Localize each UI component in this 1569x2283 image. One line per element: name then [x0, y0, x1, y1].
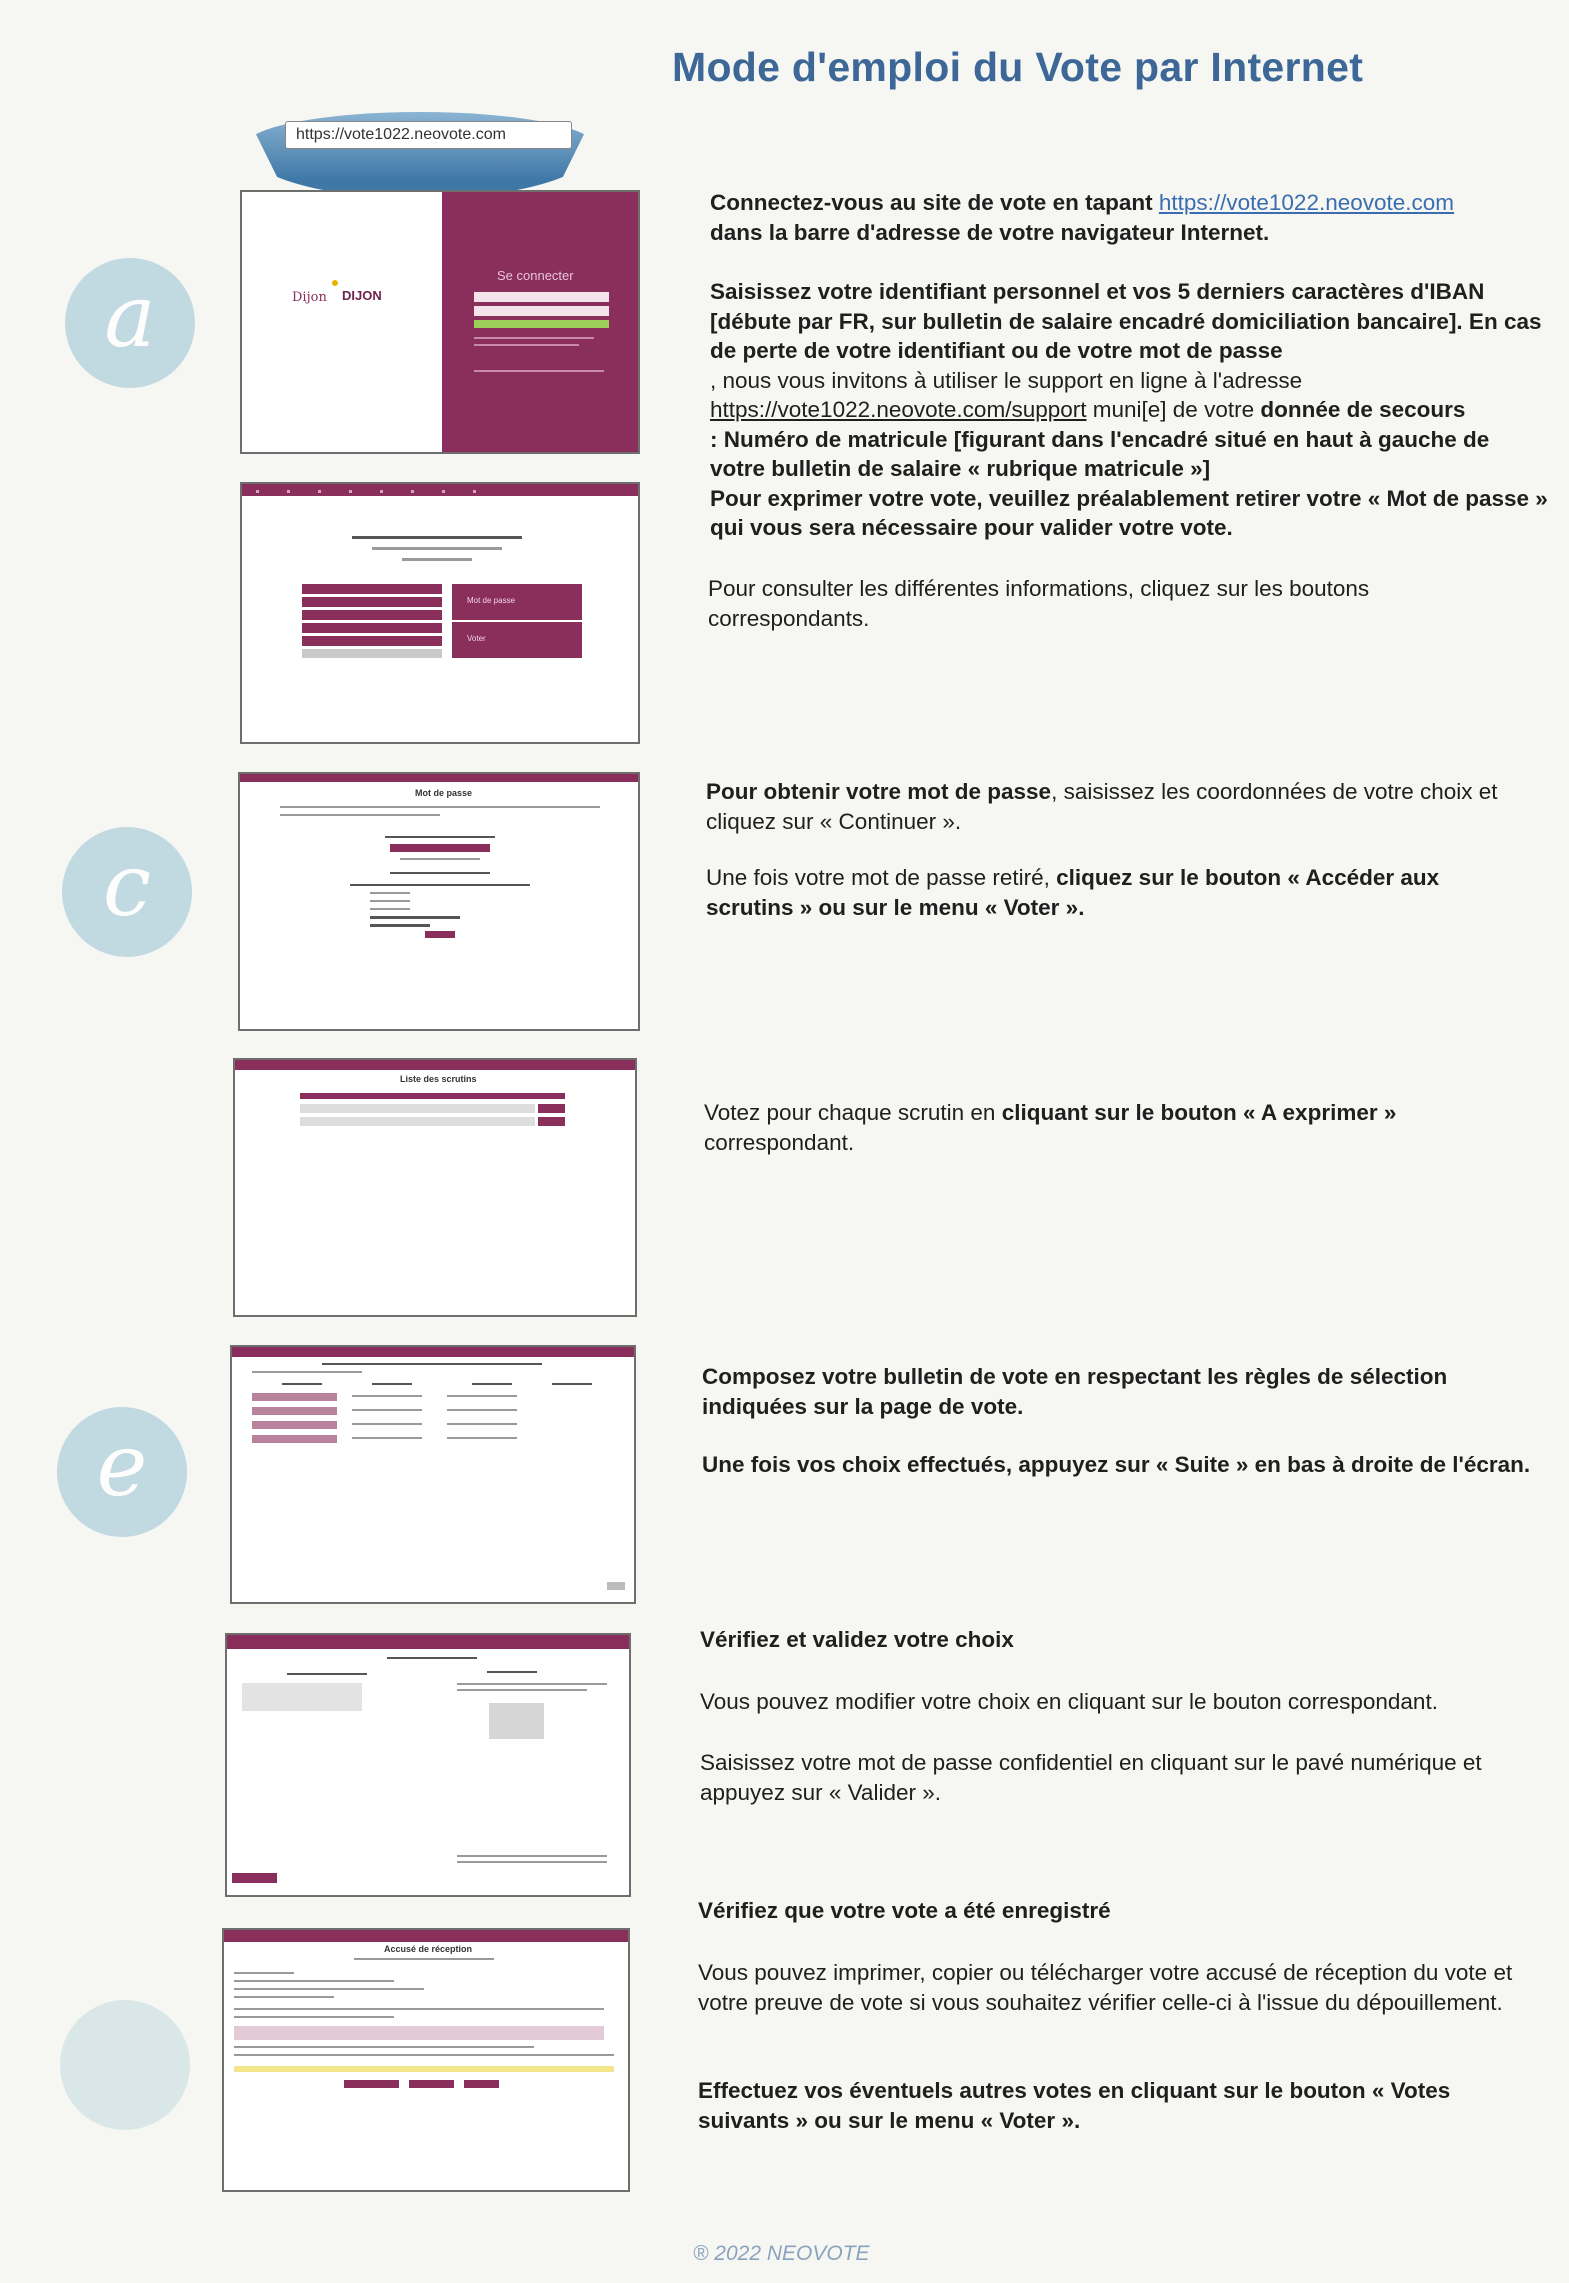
- section-c-vote: Votez pour chaque scrutin en cliquant sur le bouton « A exprimer » correspondant.: [704, 1100, 1397, 1155]
- screenshot-receipt: [222, 1928, 630, 2192]
- section-recorded-next: Effectuez vos éventuels autres votes en cliquant sur le bouton « Votes suivants » ou sur le menu « Voter ».: [698, 2078, 1451, 2133]
- login-note: [474, 337, 594, 339]
- btn-vote-thumb: Voter: [452, 622, 582, 658]
- logo-dot-icon: [332, 280, 338, 286]
- thumb-list-title: Liste des scrutins: [400, 1074, 477, 1084]
- screenshot-login: [240, 190, 640, 454]
- dijon-logo-2: DIJON: [342, 288, 382, 303]
- screenshot-ballot: [230, 1345, 636, 1604]
- step-e-badge: e: [57, 1407, 187, 1537]
- footer-copyright: ® 2022 NEOVOTE: [693, 2242, 870, 2265]
- dijon-logo: Dijon: [292, 290, 327, 305]
- url-bar: https://vote1022.neovote.com: [285, 121, 572, 149]
- page-title: Mode d'emploi du Vote par Internet: [672, 44, 1364, 90]
- section-c-password: Pour obtenir votre mot de passe, saisissez les coordonnées de votre choix et cliquez sur « Continuer ».: [706, 779, 1498, 834]
- vote-site-link[interactable]: https://vote1022.neovote.com: [1158, 190, 1455, 215]
- step-c-badge: c: [62, 827, 192, 957]
- thumb-receipt-title: Accusé de réception: [384, 1944, 473, 1954]
- section-verify-password: Saisissez votre mot de passe confidentiel en cliquant sur le pavé numérique et appuyez sur « Valider ».: [700, 1750, 1482, 1805]
- screenshot-home: [240, 482, 640, 744]
- btn-password-thumb: Mot de passe: [452, 584, 582, 620]
- screenshot-validate: [225, 1633, 631, 1897]
- support-link[interactable]: https://vote1022.neovote.com/support: [710, 397, 1087, 422]
- thumb-password-title: Mot de passe: [415, 788, 473, 798]
- step-g-badge-faded: [60, 2000, 190, 2130]
- login-field-id: [474, 292, 609, 302]
- section-a-info: Pour consulter les différentes informations, cliquez sur les boutons correspondants.: [708, 576, 1370, 631]
- login-note: [474, 370, 604, 372]
- login-field-iban: [474, 306, 609, 316]
- section-c-access: Une fois votre mot de passe retiré, cliquez sur le bouton « Accéder aux scrutins » ou sur le menu « Voter ».: [706, 865, 1440, 920]
- section-a-identify: Saisissez votre identifiant personnel et vos 5 derniers caractères d'IBAN [débute par FR, sur bulletin de salaire encadré domiciliation bancaire]. En cas de perte de votre identifiant ou de votre mot de passe , nous vous invitons à utiliser le support en ligne à l'adresse https://vote1022.neovote.com/support muni[e] de votre donnée de secours : Numéro de matricule [figurant dans l'encadré situé en haut à gauche de votre bulletin de salaire « rubrique matricule »] Pour exprimer votre vote, veuillez préalablement retirer votre « Mot de passe » qui vous sera nécessaire pour valider votre vote.: [710, 279, 1548, 540]
- login-submit: [474, 320, 609, 328]
- section-verify-modify: Vous pouvez modifier votre choix en cliquant sur le bouton correspondant.: [700, 1689, 1438, 1714]
- section-e-next: Une fois vos choix effectués, appuyez sur « Suite » en bas à droite de l'écran.: [702, 1452, 1531, 1477]
- section-recorded-heading: Vérifiez que votre vote a été enregistré: [698, 1898, 1111, 1923]
- section-verify-heading: Vérifiez et validez votre choix: [700, 1627, 1014, 1652]
- section-a-connect: Connectez-vous au site de vote en tapant https://vote1022.neovote.com dans la barre d'adresse de votre navigateur Internet.: [710, 190, 1455, 245]
- login-note: [474, 344, 579, 346]
- screenshot-password: [238, 772, 640, 1031]
- screenshot-ballot-list: [233, 1058, 637, 1317]
- section-recorded-receipt: Vous pouvez imprimer, copier ou télécharger votre accusé de réception du vote et votre preuve de vote si vous souhaitez vérifier celle-ci à l'issue du dépouillement.: [698, 1960, 1513, 2015]
- step-a-badge: a: [65, 258, 195, 388]
- section-e-compose: Composez votre bulletin de vote en respectant les règles de sélection indiquées sur la page de vote.: [702, 1364, 1448, 1419]
- connect-label: Se connecter: [497, 268, 574, 283]
